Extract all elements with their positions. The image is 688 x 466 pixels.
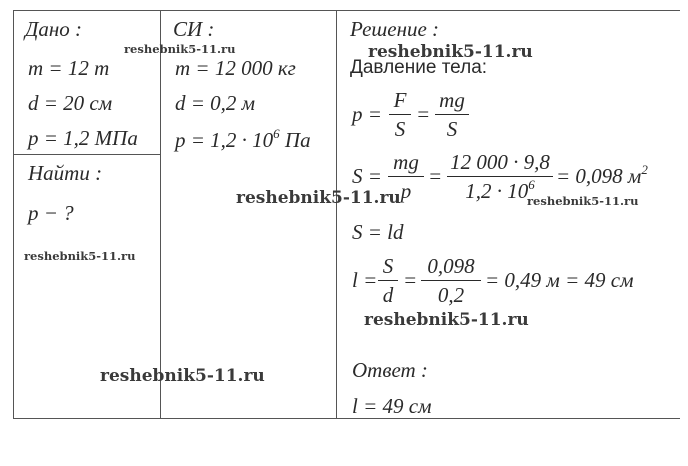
eq1-f2-bar xyxy=(435,114,469,115)
si-pressure-unit: Па xyxy=(279,128,311,152)
table-bottom-border xyxy=(13,418,680,419)
eq2-f2-denominator-base: 1,2 · 10 xyxy=(465,179,529,204)
eq2-f2-denominator-exponent: 6 xyxy=(528,177,535,193)
given-header: Дано : xyxy=(25,17,83,41)
eq2-lhs: S = xyxy=(352,164,382,188)
answer-value: l = 49 см xyxy=(352,394,432,418)
eq1-fraction-force-area xyxy=(389,90,411,140)
eq4-f1-numerator: S xyxy=(382,254,394,278)
eq1-f2-numerator: mg xyxy=(439,88,465,112)
si-pressure-base: p = 1,2 · 10 xyxy=(175,128,274,152)
eq2-result-exponent: 2 xyxy=(641,162,648,177)
si-pressure xyxy=(175,126,311,152)
eq4-f2-numerator: 0,098 xyxy=(427,254,475,278)
eq2-f1-bar xyxy=(388,176,424,177)
watermark: reshebnik5-11.ru xyxy=(527,194,639,208)
solution-header: Решение : xyxy=(350,17,440,41)
eq2-f2-bar xyxy=(447,176,553,177)
watermark: reshebnik5-11.ru xyxy=(364,310,529,330)
watermark: reshebnik5-11.ru xyxy=(100,366,265,386)
si-pressure-exponent: 6 xyxy=(273,126,280,141)
eq4-f1-denominator: d xyxy=(382,283,394,308)
given-mass: m = 12 т xyxy=(28,56,110,80)
given-find-divider xyxy=(13,154,160,155)
eq1-f2-denominator: S xyxy=(446,117,458,142)
watermark: reshebnik5-11.ru xyxy=(24,249,136,263)
eq3-area-formula: S = ld xyxy=(352,220,404,244)
solution-intro: Давление тела: xyxy=(350,57,488,78)
find-header: Найти : xyxy=(28,161,103,185)
watermark: reshebnik5-11.ru xyxy=(236,188,401,208)
eq1-f1-bar xyxy=(389,114,411,115)
answer-header: Ответ : xyxy=(352,358,428,382)
watermark: reshebnik5-11.ru xyxy=(368,42,533,62)
eq2-f2-numerator: 12 000 · 9,8 xyxy=(450,150,550,174)
si-solution-divider xyxy=(336,10,337,418)
eq4-f2-bar xyxy=(421,280,481,281)
eq1-fraction-weight-area xyxy=(435,90,469,140)
eq4-f1-bar xyxy=(378,280,398,281)
given-si-divider xyxy=(160,10,161,418)
eq2-result xyxy=(556,162,648,188)
eq2-equals: = xyxy=(428,164,443,188)
eq4-lhs: l = xyxy=(352,268,378,292)
eq1-equals: = xyxy=(416,102,431,126)
eq4-fraction-numeric xyxy=(421,256,481,306)
eq4-result: = 0,49 м = 49 см xyxy=(485,268,634,292)
eq1-f1-denominator: S xyxy=(394,117,406,142)
given-diameter: d = 20 см xyxy=(28,91,113,115)
given-pressure: p = 1,2 МПа xyxy=(28,126,138,150)
find-value: p − ? xyxy=(28,201,74,225)
table-top-border xyxy=(13,10,680,11)
watermark: reshebnik5-11.ru xyxy=(124,42,236,56)
si-header: СИ : xyxy=(173,17,215,41)
si-diameter: d = 0,2 м xyxy=(175,91,256,115)
eq4-equals: = xyxy=(403,268,418,292)
si-mass: m = 12 000 кг xyxy=(175,56,296,80)
eq2-result-value: = 0,098 м xyxy=(556,164,642,188)
eq4-fraction-symbolic xyxy=(378,256,398,306)
eq2-f1-numerator: mg xyxy=(393,150,419,174)
eq1-f1-numerator: F xyxy=(393,88,407,112)
eq2-f1-denominator: p xyxy=(400,179,412,204)
eq1-lhs: p = xyxy=(352,102,382,126)
table-left-border xyxy=(13,10,14,418)
eq4-f2-denominator: 0,2 xyxy=(437,283,465,308)
